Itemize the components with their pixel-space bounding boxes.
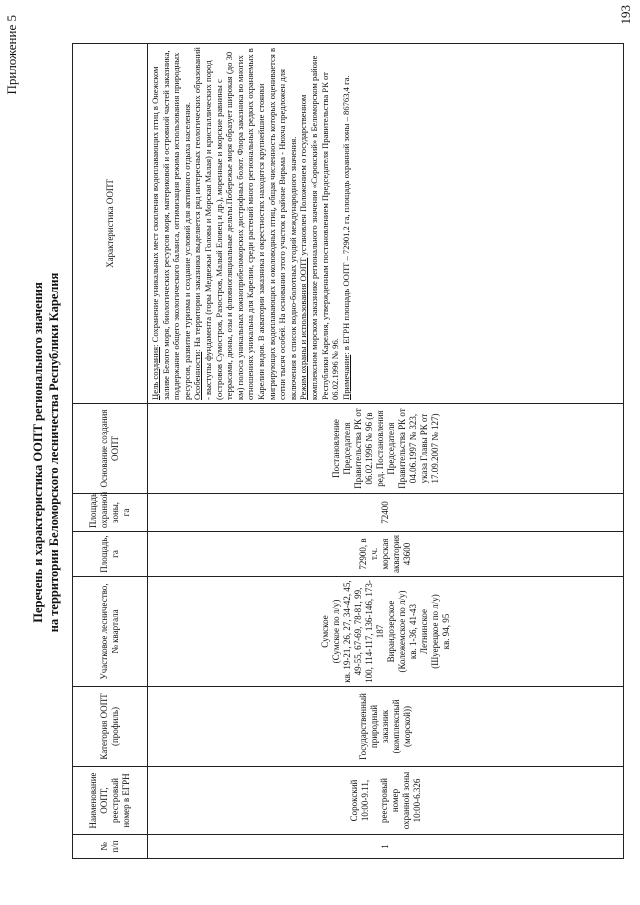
header-description: Характеристика ООПТ — [73, 44, 148, 404]
document-title — [30, 0, 62, 905]
header-buffer: Площадь охранной зоны, га — [73, 494, 148, 532]
header-category: Категория ООПТ (профиль) — [73, 687, 148, 767]
cell-basis: Постановление Председателя Правительства РК от 06.02.1996 № 96 (в ред. Постановления Председателя Правительства РК от 04.06.1997 № 323, указа Главы РК от 17.09.2007 № 127) — [148, 404, 624, 494]
district-line: (Колежемское по л/у) — [396, 590, 407, 673]
table-row — [148, 44, 624, 859]
cell-num: 1 — [148, 835, 624, 859]
district-line: Летнинское — [418, 609, 429, 654]
district-line: кв. 1-36, 41-43 — [407, 603, 418, 660]
cell-district — [148, 577, 624, 687]
district-line: кв. 94, 95 — [440, 613, 451, 650]
desc-goal — [150, 47, 192, 400]
district-line: (Шуерецкое по л/у) — [429, 594, 440, 669]
cell-category: Государственный природный заказник (комплексный (морской)) — [148, 687, 624, 767]
cell-area — [148, 532, 624, 577]
area-line: 72900, в т.ч. — [358, 538, 379, 570]
district-line: (Сумское по л/у) — [330, 599, 341, 664]
cell-buffer: 72400 — [148, 494, 624, 532]
spacer — [371, 770, 379, 831]
cell-name — [148, 767, 624, 835]
desc-goal-text: : Сохранение уникальных мест скопления водоплавающих птиц в Онежском заливе Белого моря, биологических ресурсов моря, материковой и островной частей заказника, поддержание общего экологического баланса, оптимизация режима использования природных ресурсов, развитие туризма и создание условий для активного отдыха населения. — [150, 50, 192, 400]
desc-note — [341, 47, 352, 400]
district-line: Вирандозерское — [385, 600, 396, 663]
header-num: № п/п — [73, 835, 148, 859]
title-line-1: Перечень и характеристика ООПТ регионального значения — [31, 282, 45, 623]
desc-note-text: : в ЕГРН площадь ООПТ – 72901,2 га, площадь охранной зоны – 86763,4 га. — [340, 75, 351, 355]
district-line: кв. 19-21, 26, 27, 34-42, 45, 49-55, 67-69, 78-81, 99, 100, 114-117, 136-146, 173-187 — [341, 580, 385, 683]
appendix-label: Приложение 5 — [4, 15, 19, 95]
header-basis: Основание создания ООПТ — [73, 404, 148, 494]
header-district: Участковое лесничество, № квартала — [73, 577, 148, 687]
desc-note-label: Примечание — [340, 354, 351, 400]
area-line: морская акватория — [380, 534, 401, 573]
title-line-2: на территории Беломорского лесничества Республики Карелия — [47, 272, 61, 633]
desc-regime-label: Режим охраны и использования ООПТ — [298, 257, 309, 400]
header-name: Наименование ООПТ, реестровый номер в ЕГРН — [73, 767, 148, 835]
table-header-row — [73, 44, 148, 859]
desc-regime — [298, 47, 340, 400]
name-line: реестровый номер охранной зоны — [378, 771, 411, 830]
name-line: 10:00-9.11, — [359, 779, 370, 822]
district-line: Сумское — [319, 615, 330, 648]
cell-description — [148, 44, 624, 404]
page-number: 193 — [618, 5, 633, 25]
desc-features-label: Особенности — [192, 351, 203, 400]
name-line: Сорокский — [348, 779, 359, 822]
desc-features — [192, 47, 298, 400]
header-area: Площадь, га — [73, 532, 148, 577]
desc-goal-label: Цель создания — [150, 346, 160, 400]
desc-features-text: : На территории заказника выделяется ряд интересных геологических образований - выступы фундамента (горы Медвежьи Головы и Морская Малая) и кристаллических пород (островов Сумостров, Разостров, Малый Еловец и др.), моренные и морские равнины с террасами, дюны, озы и флювиогляциальные дельты.Побережье моря образует широкая (до 30 км) полоса уникальных южноприбеломорских дистрофных болот. Флора заказника во многих отношениях уникальна для Карелии, среди растений много региональных редких охраняемых в Карелии видов. В акватории заказника и окрестностях находятся крупнейшие стоянки мигрирующих водоплавающих и околоводных птиц, общая численность которых оценивается в сотни тысяч особей. На основании этого участок в районе Вирьма - Нюхча предложен для включения в список водно-болотных угодий международного значения. — [192, 47, 298, 400]
desc-regime-text: установлен Положением о государственном комплексном морском заказнике регионального значения «Сорокский» в Беломорском районе Республики Карелия, утвержденным постановлением Председателя Правительства РК от 06.02.1996 № 96. — [298, 55, 341, 400]
oopt-table — [72, 43, 624, 859]
name-line: 10:00-6.326 — [411, 778, 422, 823]
area-line: 43600 — [402, 542, 412, 566]
